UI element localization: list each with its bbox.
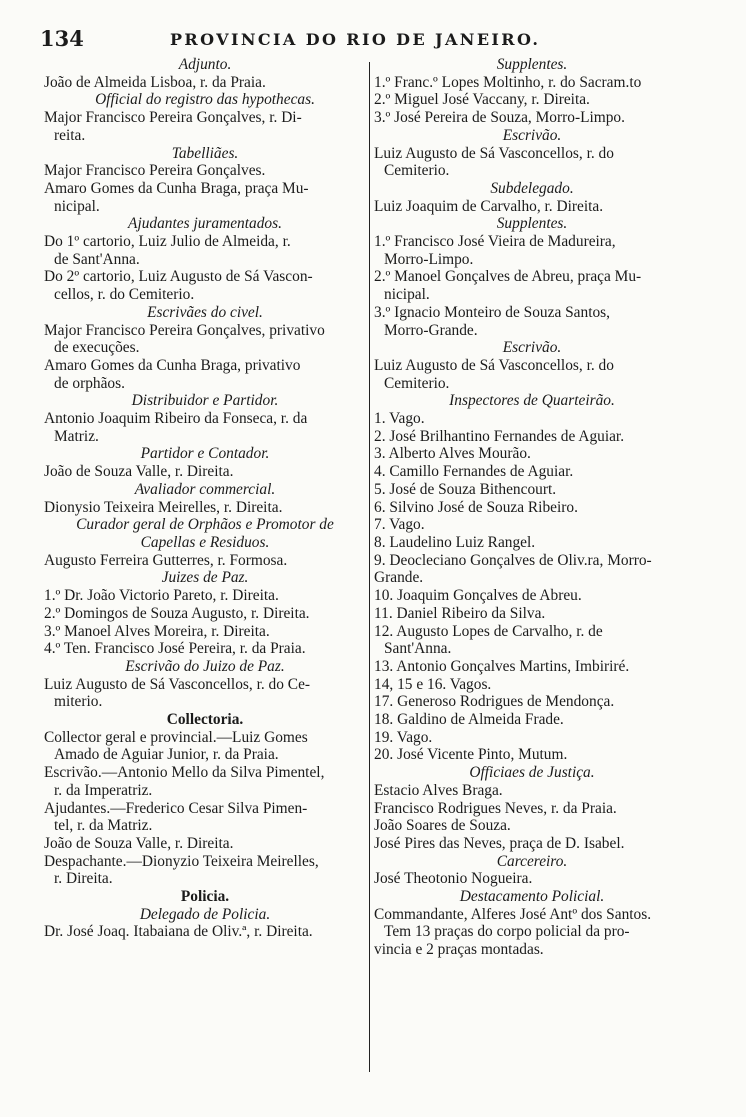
section-heading: Collectoria. bbox=[166, 711, 244, 729]
entry-line: 11. Daniel Ribeiro da Silva. bbox=[374, 604, 546, 622]
entry-line: 2.º Domingos de Souza Augusto, r. Direita. bbox=[44, 604, 310, 622]
entry-line: 8. Laudelino Luiz Rangel. bbox=[374, 533, 536, 551]
entry-line: João Soares de Souza. bbox=[374, 817, 511, 835]
entry-line: 3. Alberto Alves Mourão. bbox=[374, 445, 531, 463]
section-heading: Official do registro das hypothecas. bbox=[95, 91, 315, 109]
entry-line: 14, 15 e 16. Vagos. bbox=[374, 675, 492, 693]
entry-line: Commandante, Alferes José Antº dos Santos. bbox=[374, 905, 652, 923]
entry-line: Tem 13 praças do corpo policial da pro- bbox=[384, 923, 630, 941]
entry-line: vincia e 2 praças montadas. bbox=[374, 941, 544, 959]
entry-line: Sant'Anna. bbox=[384, 640, 452, 658]
entry-line: Francisco Rodrigues Neves, r. da Praia. bbox=[374, 799, 617, 817]
entry-line: Cemiterio. bbox=[384, 162, 450, 180]
right-column bbox=[374, 56, 690, 1096]
entry-line: Luiz Augusto de Sá Vasconcellos, r. do bbox=[374, 144, 614, 162]
entry-line: de Sant'Anna. bbox=[54, 250, 140, 268]
entry-line: 10. Joaquim Gonçalves de Abreu. bbox=[374, 587, 582, 605]
section-heading: Policia. bbox=[180, 888, 230, 906]
entry-line: Matriz. bbox=[54, 427, 99, 445]
entry-line: Major Francisco Pereira Gonçalves, privativo bbox=[44, 321, 325, 339]
entry-line: 3.º Ignacio Monteiro de Souza Santos, bbox=[374, 303, 611, 321]
page-header bbox=[40, 26, 730, 56]
entry-line: miterio. bbox=[54, 693, 103, 711]
section-heading: Adjunto. bbox=[178, 56, 232, 73]
section-heading: Avaliador commercial. bbox=[134, 480, 276, 498]
entry-line: nicipal. bbox=[384, 286, 430, 304]
section-heading: Delegado de Policia. bbox=[139, 905, 271, 923]
entry-line: 12. Augusto Lopes de Carvalho, r. de bbox=[374, 622, 603, 640]
entry-line: João de Almeida Lisboa, r. da Praia. bbox=[44, 73, 266, 91]
section-heading: Tabelliães. bbox=[171, 144, 239, 162]
section-heading: Juizes de Paz. bbox=[161, 569, 249, 587]
entry-line: Antonio Joaquim Ribeiro da Fonseca, r. da bbox=[44, 410, 308, 428]
section-heading: Supplentes. bbox=[496, 56, 568, 73]
section-heading: Carcereiro. bbox=[496, 852, 568, 870]
entry-line: Grande. bbox=[374, 569, 424, 587]
entry-line: 20. José Vicente Pinto, Mutum. bbox=[374, 746, 568, 764]
entry-line: de execuções. bbox=[54, 339, 140, 357]
section-heading: Curador geral de Orphãos e Promotor de bbox=[76, 516, 334, 534]
entry-line: 1. Vago. bbox=[374, 410, 425, 428]
page-number: 134 bbox=[40, 26, 84, 51]
entry-line: 1.º Francisco José Vieira de Madureira, bbox=[374, 233, 616, 251]
entry-line: nicipal. bbox=[54, 197, 100, 215]
entry-line: Morro-Grande. bbox=[384, 321, 478, 339]
entry-line: 19. Vago. bbox=[374, 728, 433, 746]
entry-line: Major Francisco Pereira Gonçalves, r. Di- bbox=[44, 109, 302, 127]
entry-line: r. Direita. bbox=[54, 870, 113, 888]
entry-line: Cemiterio. bbox=[384, 374, 450, 392]
section-heading: Escrivão do Juizo de Paz. bbox=[125, 657, 285, 675]
entry-line: Augusto Ferreira Gutterres, r. Formosa. bbox=[44, 551, 288, 569]
entry-line: Amaro Gomes da Cunha Braga, praça Mu- bbox=[44, 179, 309, 197]
entry-line: Despachante.—Dionyzio Teixeira Meirelles, bbox=[44, 852, 319, 870]
entry-line: Luiz Augusto de Sá Vasconcellos, r. do Ce- bbox=[44, 675, 311, 693]
section-heading: Partidor e Contador. bbox=[140, 445, 270, 463]
section-heading: Capellas e Residuos. bbox=[140, 533, 270, 551]
section-heading: Inspectores de Quarteirão. bbox=[449, 392, 615, 410]
entry-line: Ajudantes.—Frederico Cesar Silva Pimen- bbox=[44, 799, 308, 817]
entry-line: 1.º Dr. João Victorio Pareto, r. Direita. bbox=[44, 587, 279, 605]
entry-line: 1.º Franc.º Lopes Moltinho, r. do Sacram.to bbox=[374, 73, 642, 91]
entry-line: 4.º Ten. Francisco José Pereira, r. da Praia. bbox=[44, 640, 306, 658]
entry-line: de orphãos. bbox=[54, 374, 125, 392]
entry-line: Dionysio Teixeira Meirelles, r. Direita. bbox=[44, 498, 283, 516]
entry-line: 4. Camillo Fernandes de Aguiar. bbox=[374, 463, 574, 481]
entry-line: Do 1º cartorio, Luiz Julio de Almeida, r. bbox=[44, 233, 291, 251]
entry-line: Collector geral e provincial.—Luiz Gomes bbox=[44, 728, 308, 746]
section-heading: Escrivão. bbox=[502, 339, 562, 357]
entry-line: 13. Antonio Gonçalves Martins, Imbiriré. bbox=[374, 657, 630, 675]
entry-line: 2.º Miguel José Vaccany, r. Direita. bbox=[374, 91, 590, 109]
entry-line: 2.º Manoel Gonçalves de Abreu, praça Mu- bbox=[374, 268, 642, 286]
entry-line: 5. José de Souza Bithencourt. bbox=[374, 480, 557, 498]
section-heading: Supplentes. bbox=[496, 215, 568, 233]
entry-line: Amaro Gomes da Cunha Braga, privativo bbox=[44, 356, 301, 374]
section-heading: Escrivães do civel. bbox=[147, 303, 263, 321]
running-title: PROVINCIA DO RIO DE JANEIRO. bbox=[170, 30, 541, 49]
entry-line: João de Souza Valle, r. Direita. bbox=[44, 463, 234, 481]
entry-line: 2. José Brilhantino Fernandes de Aguiar. bbox=[374, 427, 625, 445]
entry-line: cellos, r. do Cemiterio. bbox=[54, 286, 195, 304]
entry-line: reita. bbox=[54, 126, 86, 144]
entry-line: Luiz Joaquim de Carvalho, r. Direita. bbox=[374, 197, 604, 215]
entry-line: Major Francisco Pereira Gonçalves. bbox=[44, 162, 266, 180]
entry-line: 17. Generoso Rodrigues de Mendonça. bbox=[374, 693, 615, 711]
section-heading: Subdelegado. bbox=[490, 179, 574, 197]
entry-line: 7. Vago. bbox=[374, 516, 425, 534]
entry-line: r. da Imperatriz. bbox=[54, 781, 153, 799]
left-column bbox=[44, 56, 366, 1096]
entry-line: Luiz Augusto de Sá Vasconcellos, r. do bbox=[374, 356, 614, 374]
entry-line: Amado de Aguiar Junior, r. da Praia. bbox=[54, 746, 279, 764]
section-heading: Destacamento Policial. bbox=[459, 888, 605, 906]
entry-line: Estacio Alves Braga. bbox=[374, 781, 503, 799]
entry-line: 3.º Manoel Alves Moreira, r. Direita. bbox=[44, 622, 270, 640]
entry-line: 9. Deocleciano Gonçalves de Oliv.ra, Morro- bbox=[374, 551, 652, 569]
entry-line: Escrivão.—Antonio Mello da Silva Pimentel, bbox=[44, 764, 325, 782]
section-heading: Distribuidor e Partidor. bbox=[131, 392, 279, 410]
entry-line: 3.º José Pereira de Souza, Morro-Limpo. bbox=[374, 109, 625, 127]
section-heading: Ajudantes juramentados. bbox=[128, 215, 282, 233]
entry-line: José Theotonio Nogueira. bbox=[374, 870, 533, 888]
entry-line: tel, r. da Matriz. bbox=[54, 817, 153, 835]
entry-line: José Pires das Neves, praça de D. Isabel. bbox=[374, 834, 625, 852]
section-heading: Officiaes de Justiça. bbox=[469, 764, 595, 782]
section-heading: Escrivão. bbox=[502, 126, 562, 144]
entry-line: Dr. José Joaq. Itabaiana de Oliv.ª, r. Direita. bbox=[44, 923, 313, 941]
entry-line: 18. Galdino de Almeida Frade. bbox=[374, 711, 564, 729]
entry-line: 6. Silvino José de Souza Ribeiro. bbox=[374, 498, 578, 516]
entry-line: João de Souza Valle, r. Direita. bbox=[44, 834, 234, 852]
entry-line: Do 2º cartorio, Luiz Augusto de Sá Vascon- bbox=[44, 268, 313, 286]
column-divider bbox=[369, 62, 370, 1072]
entry-line: Morro-Limpo. bbox=[384, 250, 474, 268]
